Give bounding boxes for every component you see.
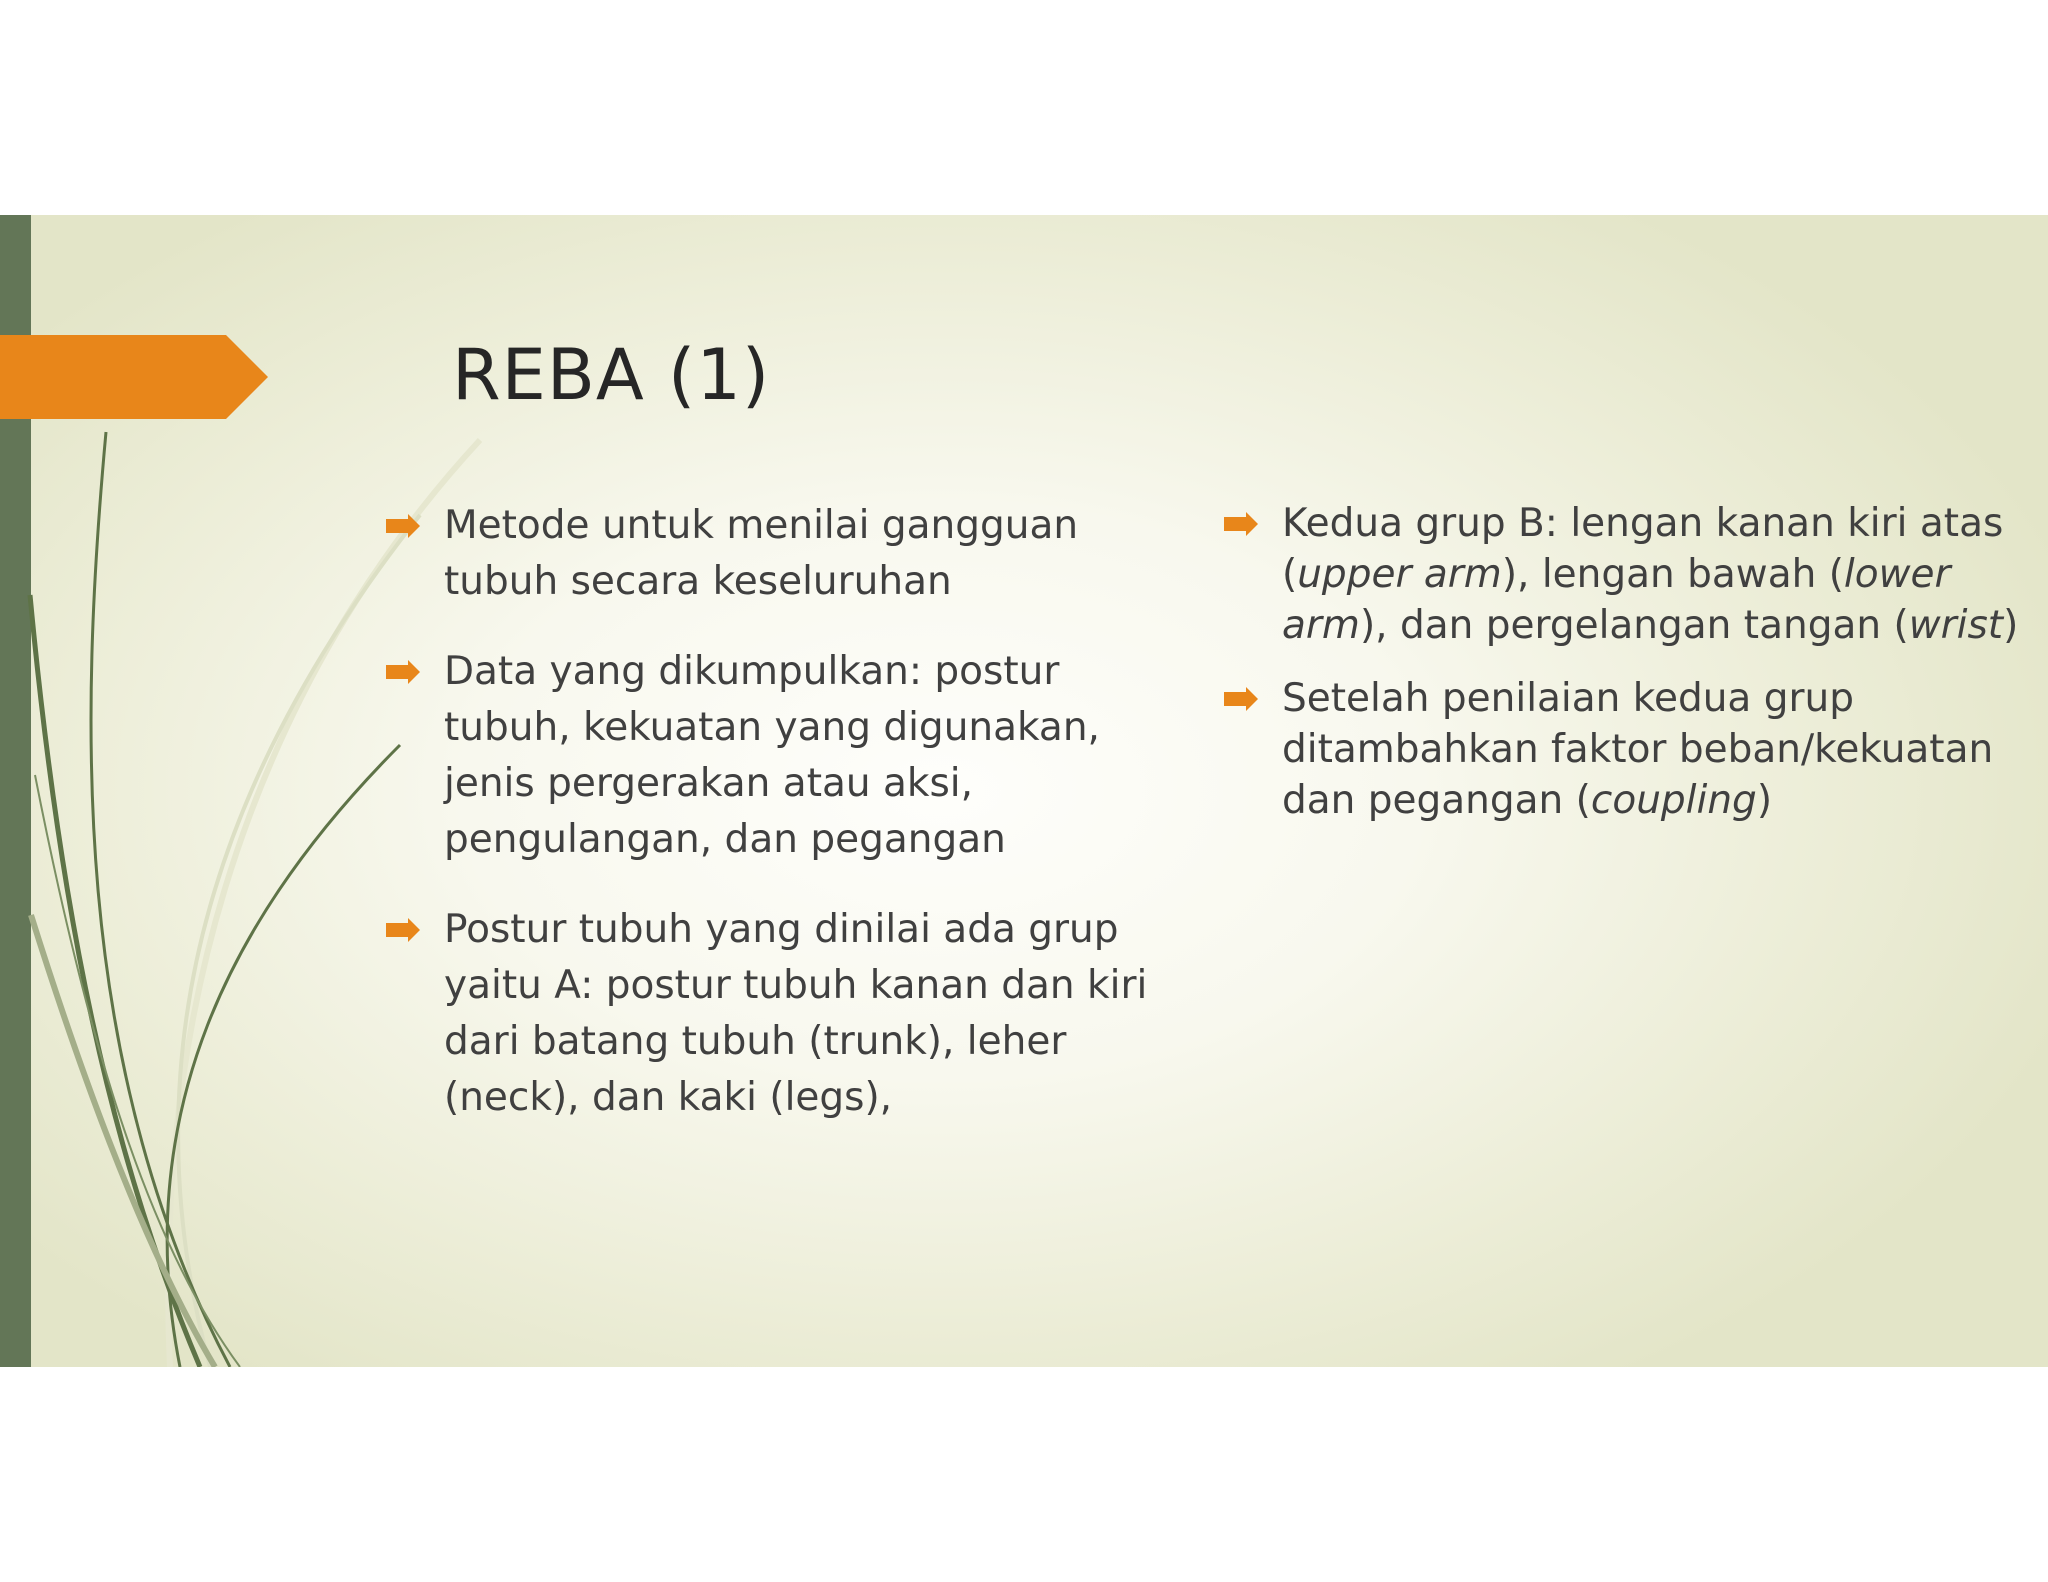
right-bullet-list bbox=[1224, 498, 2024, 848]
list-item bbox=[386, 902, 1156, 1126]
list-item bbox=[386, 644, 1156, 868]
bullet-text-italic: wrist bbox=[1908, 603, 2004, 648]
arrow-bullet-icon bbox=[386, 660, 420, 684]
bullet-text-part: ) bbox=[2003, 603, 2019, 648]
bullet-text: Postur tubuh yang dinilai ada grup yaitu A: postur tubuh kanan dan kiri dari batang tubuh (trunk), leher (neck), dan kaki (legs), bbox=[444, 907, 1148, 1120]
grass-stem-3 bbox=[167, 745, 400, 1367]
bullet-text-part: Setelah penilaian kedua grup ditambahkan faktor beban/kekuatan dan pegangan ( bbox=[1282, 676, 1994, 823]
bullet-text-part: ) bbox=[1756, 778, 1773, 823]
slide-title: REBA (1) bbox=[452, 334, 771, 416]
arrow-bullet-icon bbox=[386, 918, 420, 942]
left-bullet-list bbox=[386, 498, 1156, 1160]
list-item bbox=[1224, 673, 2024, 826]
grass-stem-2 bbox=[30, 595, 200, 1367]
arrow-bullet-icon bbox=[386, 514, 420, 538]
title-arrow-tab bbox=[0, 335, 268, 419]
bullet-text-part: ), lengan bawah ( bbox=[1501, 552, 1844, 597]
slide bbox=[0, 215, 2048, 1367]
faint-stem-2 bbox=[178, 515, 420, 1367]
bullet-text-italic: coupling bbox=[1590, 778, 1757, 823]
list-item bbox=[1224, 498, 2024, 651]
bullet-text-part: ), dan pergelangan tangan ( bbox=[1359, 603, 1909, 648]
grass-stem-4 bbox=[35, 775, 240, 1367]
bullet-text-italic: upper arm bbox=[1297, 552, 1502, 597]
title-arrow-shape bbox=[0, 335, 268, 419]
bullet-text: Data yang dikumpulkan: postur tubuh, kekuatan yang digunakan, jenis pergerakan atau aksi, pengulangan, dan pegangan bbox=[444, 649, 1100, 862]
arrow-bullet-icon bbox=[1224, 687, 1258, 711]
bullet-text-part: Kedua grup B: lengan kanan kiri atas ( bbox=[1282, 501, 2004, 597]
list-item bbox=[386, 498, 1156, 610]
arrow-bullet-icon bbox=[1224, 512, 1258, 536]
bullet-text: Metode untuk menilai gangguan tubuh secara keseluruhan bbox=[444, 503, 1079, 604]
bullet-text-italic: lower arm bbox=[1282, 552, 1951, 648]
